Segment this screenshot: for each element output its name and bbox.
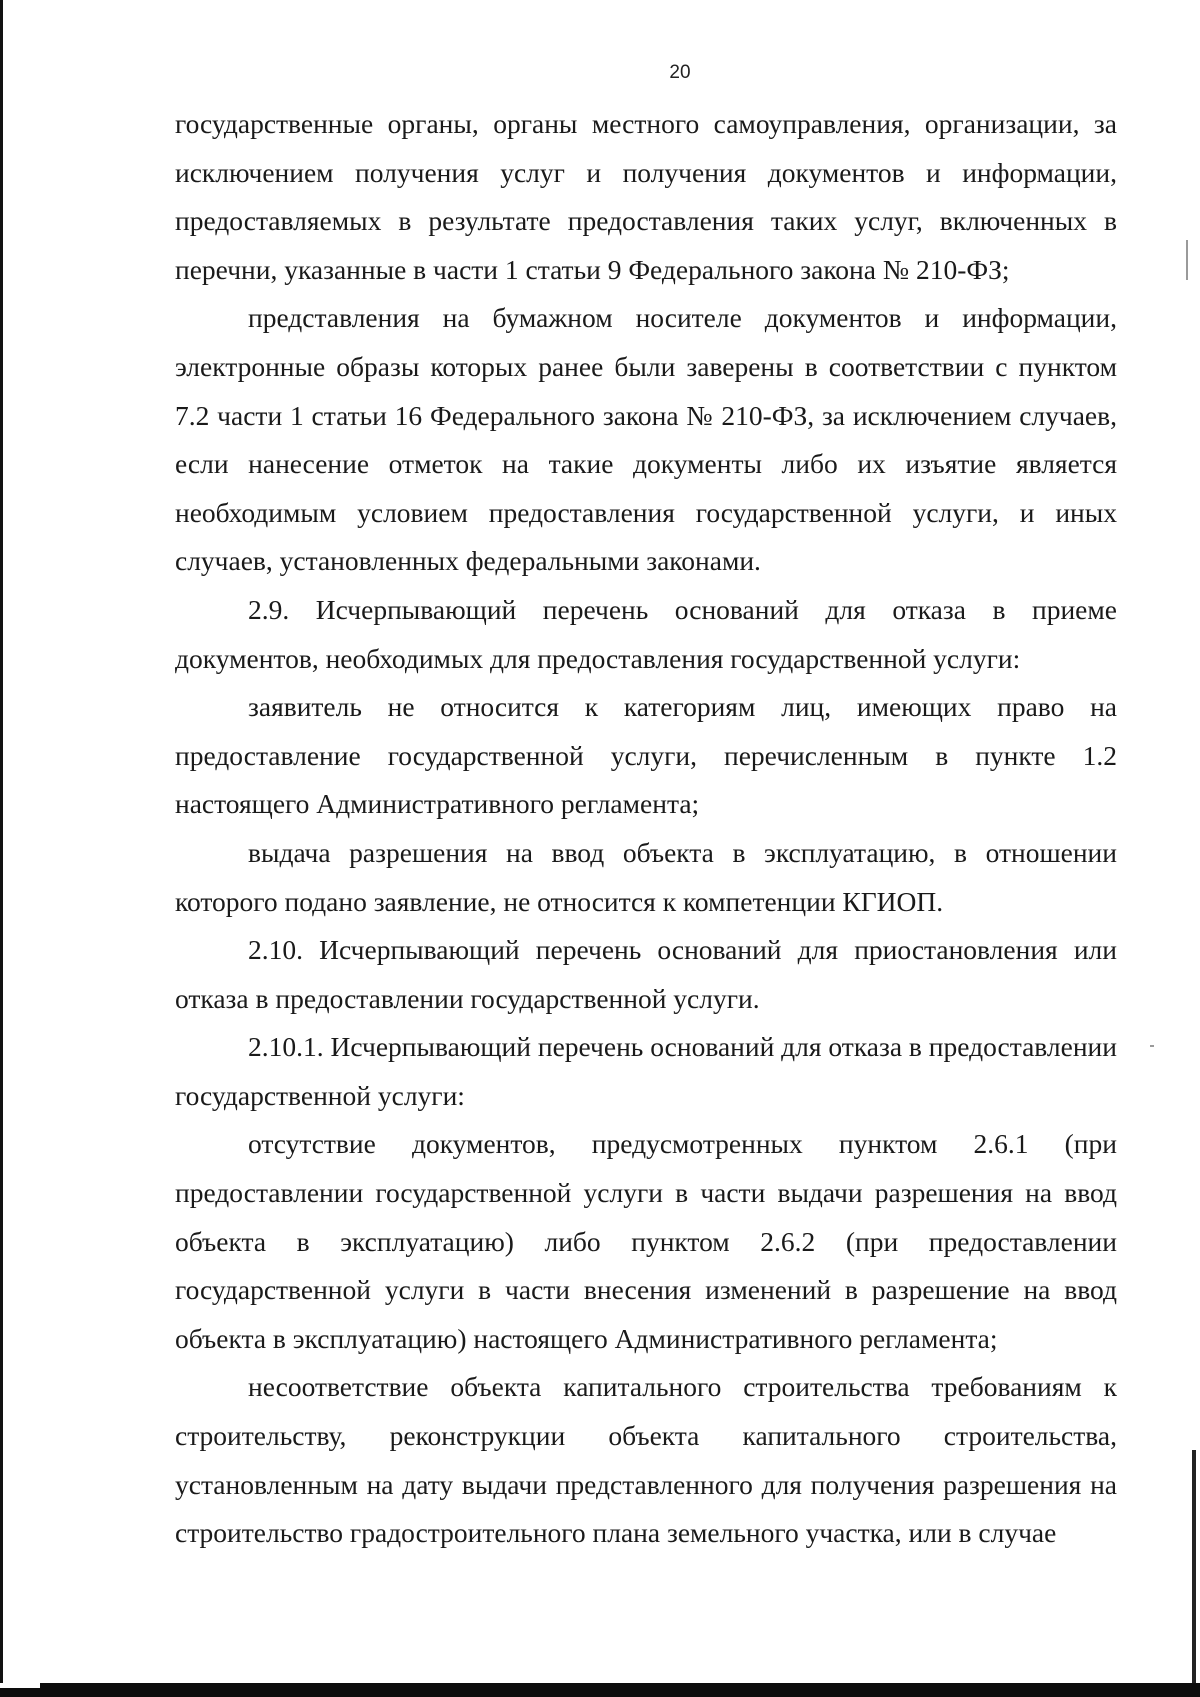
scan-speck [1186,240,1188,280]
page-number: 20 [669,62,691,83]
scan-edge-bottom-gap [0,1683,40,1688]
paragraph-2-10: 2.10. Исчерпывающий перечень оснований для приостановления или отказа в предоставлении государственной услуги. [175,934,1117,1014]
paragraph-2-10-1: 2.10.1. Исчерпывающий перечень оснований для отказа в предоставлении государственной услуги: [175,1031,1117,1111]
paragraph-competence: выдача разрешения на ввод объекта в эксплуатацию, в отношении которого подано заявление, не относится к компетенции КГИОП. [175,836,1117,917]
document-body [175,100,1117,1558]
scan-edge-bottom [0,1683,1200,1697]
scan-speck [1150,1045,1154,1047]
paragraph-missing-documents: отсутствие документов, предусмотренных пунктом 2.6.1 (при предоставлении государственной услуги в части выдачи разрешения на ввод объекта в эксплуатацию) либо пунктом 2.6.2 (при предоставлении государственной услуги в части внесения изменений в разрешение на ввод объекта в эксплуатацию) настоящего Административного регламента; [175,1128,1117,1354]
paragraph-paper-documents: представления на бумажном носителе документов и информации, электронные образы которых ранее были заверены в соответствии с пунктом 7.2 части 1 статьи 16 Федерального закона № 210-ФЗ, за исключением случаев, если нанесение отметок на такие документы либо их изъятие является необходимым условием предоставления государственной услуги, и иных случаев, установленных федеральными законами. [175,302,1117,577]
paragraph-2-9: 2.9. Исчерпывающий перечень оснований для отказа в приеме документов, необходимых для предоставления государственной услуги: [175,593,1117,674]
paragraph-continuation: государственные органы, органы местного самоуправления, организации, за исключением получения услуг и получения документов и информации, предоставляемых в результате предоставления таких услуг, включенных в перечни, указанные в части 1 статьи 9 Федерального закона № 210-ФЗ; [175,108,1117,285]
paragraph-nonconformity: несоответствие объекта капитального строительства требованиям к строительству, реконструкции объекта капитального строительства, установленным на дату выдачи представленного для получения разрешения на строительство градостроительного плана земельного участка, или в случае [175,1371,1117,1549]
scan-edge-right [1192,1450,1196,1697]
paragraph-applicant-category: заявитель не относится к категориям лиц, имеющих право на предоставление государственной услуги, перечисленным в пункте 1.2 настоящего Административного регламента; [175,691,1117,820]
scan-edge-left [0,0,3,1697]
